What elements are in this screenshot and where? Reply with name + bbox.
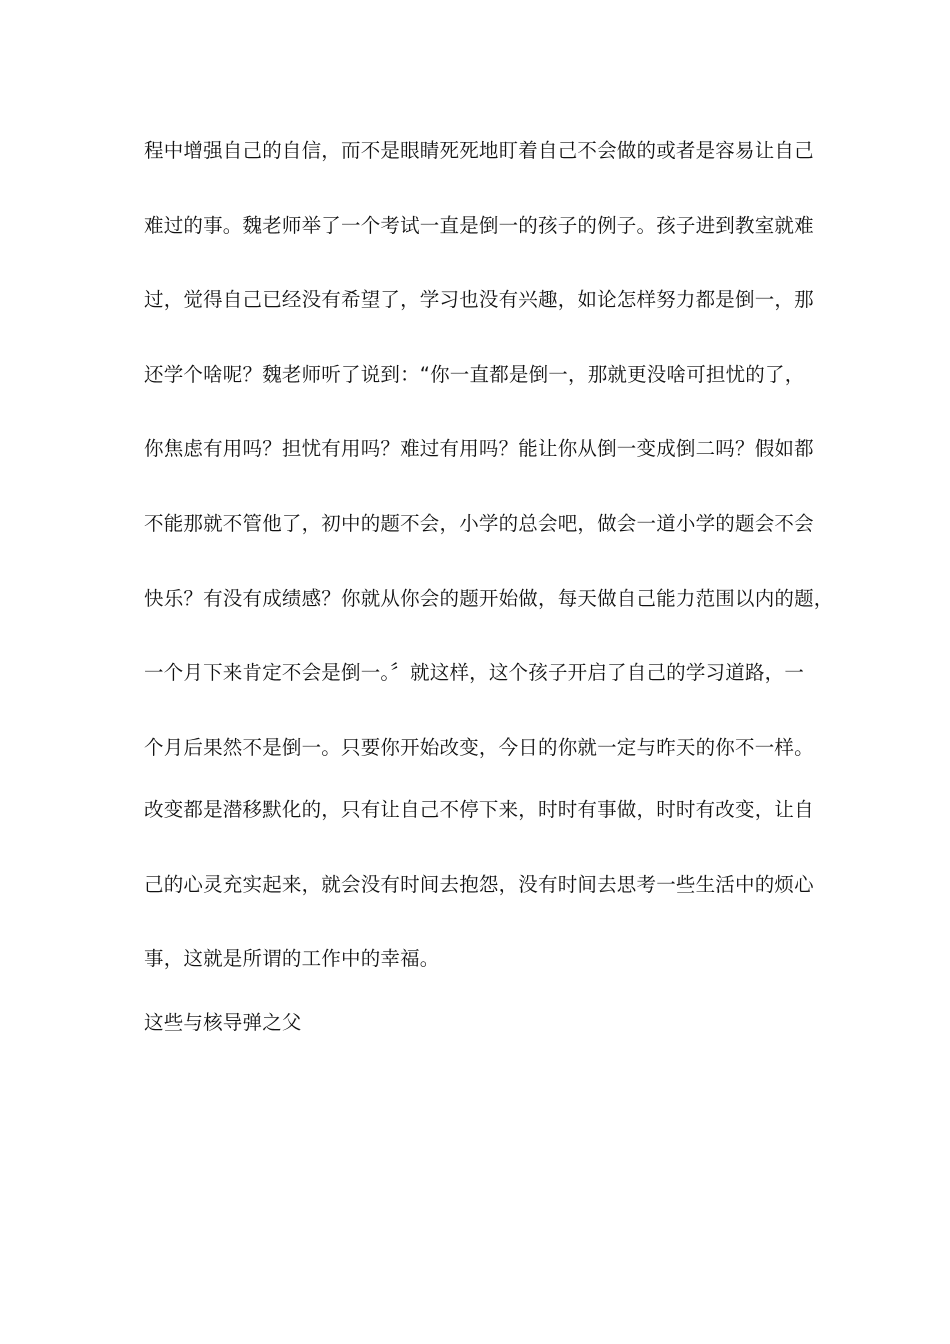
body-text-line: 过，觉得自己已经没有希望了，学习也没有兴趣，如论怎样努力都是倒一，那: [144, 288, 814, 311]
body-text-line: 一个月下来肯定不会是倒一。〞就这样，这个孩子开启了自己的学习道路，一: [144, 661, 805, 684]
section-heading: 这些与核导弹之父: [144, 1011, 302, 1034]
body-text-line: 己的心灵充实起来，就会没有时间去抱怨，没有时间去思考一些生活中的烦心: [144, 873, 814, 896]
body-text-line: 改变都是潜移默化的，只有让自己不停下来，时时有事做，时时有改变，让自: [144, 798, 814, 821]
body-text-line: 事，这就是所谓的工作中的幸福。: [144, 947, 440, 970]
body-text-line: 不能那就不管他了，初中的题不会，小学的总会吧，做会一道小学的题会不会: [144, 512, 814, 535]
body-text-line: 难过的事。魏老师举了一个考试一直是倒一的孩子的例子。孩子进到教室就难: [144, 214, 814, 237]
body-text-line: 你焦虑有用吗？担忧有用吗？难过有用吗？能让你从倒一变成倒二吗？假如都: [144, 437, 814, 460]
body-text-line: 程中增强自己的自信，而不是眼睛死死地盯着自己不会做的或者是容易让自己: [144, 139, 814, 162]
body-text-line: 还学个啥呢？魏老师听了说到：“你一直都是倒一，那就更没啥可担忧的了，: [144, 363, 805, 386]
body-text-line: 个月后果然不是倒一。只要你开始改变，今日的你就一定与昨天的你不一样。: [144, 736, 814, 759]
body-text-line: 快乐？有没有成绩感？你就从你会的题开始做，每天做自己能力范围以内的题，: [144, 587, 834, 610]
